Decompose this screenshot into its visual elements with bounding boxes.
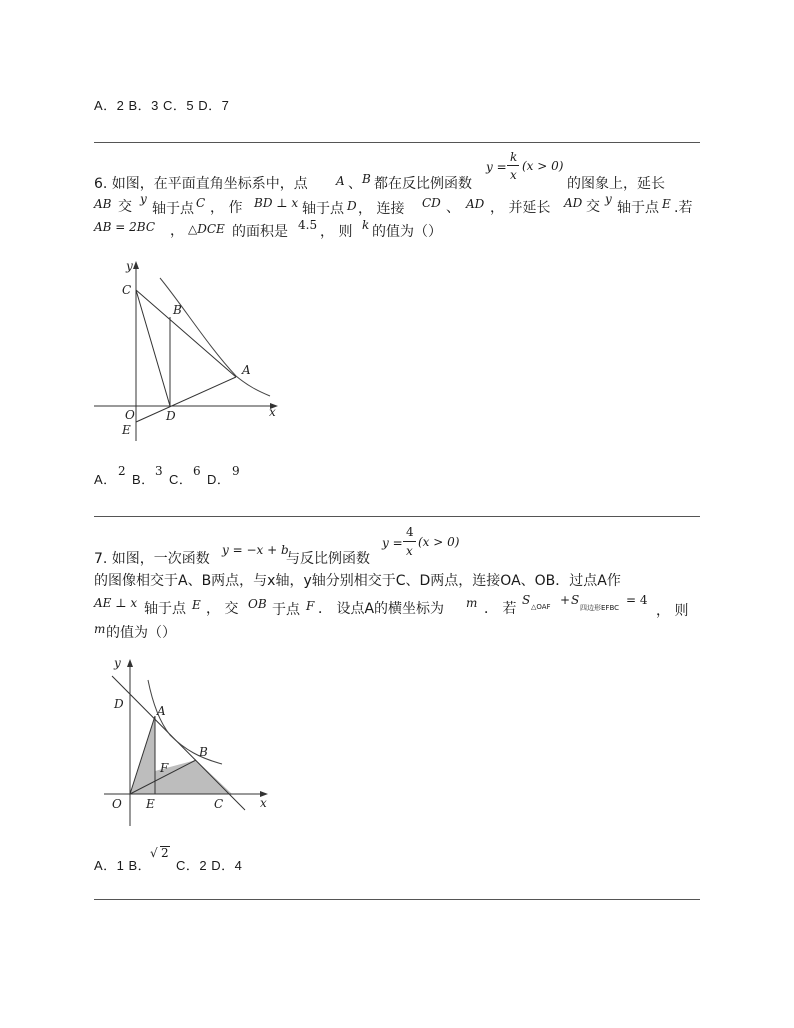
q6-line1 [94, 173, 308, 193]
q7-text: ， 交 [206, 601, 239, 617]
sqrt-symbol: √ [150, 846, 158, 860]
hyperbola-curve [160, 278, 270, 396]
label-b: B [173, 303, 182, 317]
option-a-b-label: A．1 B． [94, 858, 152, 873]
q6-text: 都在反比例函数 [374, 176, 472, 192]
q7-text: 于点 [272, 602, 300, 618]
seg-cd: CD [422, 196, 441, 210]
label-c: C [214, 797, 224, 811]
ae-perp-x: AE ⊥ x [94, 596, 138, 610]
divider-3 [94, 899, 700, 900]
q6-point-a: A [336, 174, 345, 188]
label-a: A [242, 363, 251, 377]
q6-text: 交 [586, 199, 600, 215]
option-b-label: B． [132, 472, 155, 487]
seg-ab: AB [94, 197, 112, 211]
area-s2: S [571, 593, 580, 607]
equals-four: = 4 [626, 593, 648, 607]
area-s2-sub: 四边形EFBC [580, 604, 620, 612]
seg-ad: AD [564, 196, 583, 210]
fraction-bar [507, 165, 519, 166]
q6-text: 的面积是 [232, 224, 288, 240]
formula-numerator: 4 [406, 525, 414, 539]
q6-text: 6. 如图，在平面直角坐标系中，点 [94, 176, 308, 192]
option-a-value: 2 [118, 464, 126, 478]
q6-figure [88, 256, 288, 446]
q6-text: 、 [348, 176, 362, 192]
point-e: E [192, 598, 201, 612]
q6-text: ， 作 [210, 200, 243, 216]
q6-text: .若 [674, 200, 693, 216]
line-cba [136, 290, 236, 377]
option-b-value: 3 [155, 464, 163, 478]
option-a-label: A． [94, 472, 117, 487]
sqrt-radicand: 2 [161, 846, 169, 860]
line-ade [136, 377, 236, 422]
label-o: O [112, 797, 122, 811]
point-e: E [662, 197, 671, 211]
var-k: k [362, 218, 370, 232]
hyperbola-curve [148, 680, 222, 764]
plus-sign: + [560, 593, 571, 607]
bd-perp-x: BD ⊥ x [254, 196, 299, 210]
segment-cd [136, 290, 170, 406]
q5-options: A．2 B．3 C．5 D．7 [94, 98, 230, 113]
formula-y: y = [382, 536, 403, 550]
option-c-value: 6 [193, 464, 201, 478]
var-m: m [94, 622, 106, 636]
q7-text: ． 若 [484, 601, 517, 617]
label-x: x [260, 796, 267, 810]
q6-text: 、 [446, 200, 460, 216]
option-c-label: C． [169, 472, 193, 487]
formula-y: y = [486, 160, 507, 174]
point-d: D [347, 199, 357, 213]
q7-text: 7. 如图，一次函数 [94, 551, 210, 567]
label-a: A [157, 704, 166, 718]
q6-text: ， 连接 [358, 201, 405, 217]
label-c: C [122, 283, 132, 297]
formula-numerator: k [510, 150, 518, 164]
divider-2 [94, 516, 700, 517]
ab-eq-2bc: AB = 2BC [94, 220, 156, 234]
var-y: y [140, 192, 147, 206]
q7-text: 与反比例函数 [286, 551, 370, 567]
label-e: E [122, 423, 131, 437]
linear-function: y = −x + b [222, 543, 289, 557]
y-axis-arrow-icon [127, 659, 133, 667]
formula-condition: (x > 0) [522, 159, 564, 173]
label-x: x [269, 405, 276, 419]
y-axis-arrow-icon [133, 261, 139, 269]
q6-text: 交 [118, 199, 132, 215]
area-value: 4.5 [298, 218, 318, 232]
var-m: m [466, 596, 478, 610]
area-s1-sub: △OAF [531, 603, 551, 611]
q6-text: 的图象上，延长 [567, 176, 665, 192]
q6-text: ， 则 [320, 224, 353, 240]
label-e: E [146, 797, 155, 811]
area-s1: S [522, 593, 531, 607]
option-d-label: D． [207, 472, 231, 487]
formula-condition: (x > 0) [418, 535, 460, 549]
seg-ob: OB [248, 597, 267, 611]
option-d-value: 9 [232, 464, 240, 478]
var-y: y [605, 192, 612, 206]
q7-text: ， 则 [656, 603, 689, 619]
label-b: B [199, 745, 208, 759]
option-c-d-label: C．2 D．4 [176, 858, 243, 873]
label-d: D [114, 697, 124, 711]
q6-text: 的值为（） [372, 224, 442, 240]
q6-text: 轴于点 [617, 200, 659, 216]
q7-line2: 的图像相交于A、B两点，与x轴，y轴分别相交于C、D两点，连接OA、OB．过点A作 [94, 573, 621, 589]
label-d: D [166, 409, 176, 423]
point-c: C [196, 196, 206, 210]
q7-text: 的值为（） [106, 625, 176, 641]
formula-denominator: x [510, 168, 517, 182]
label-y: y [126, 259, 133, 273]
seg-ad: AD [466, 197, 485, 211]
q7-text: 轴于点 [144, 601, 186, 617]
triangle-dce: △DCE [188, 222, 225, 236]
formula-denominator: x [406, 544, 413, 558]
q6-point-b: B [362, 172, 371, 186]
fraction-bar [403, 541, 416, 542]
label-f: F [160, 761, 169, 775]
label-o: O [125, 408, 135, 422]
point-f: F [306, 599, 315, 613]
q7-figure [100, 650, 280, 830]
q6-text: 轴于点 [152, 201, 194, 217]
q6-text: ， [170, 223, 184, 239]
q6-text: ， 并延长 [490, 200, 551, 216]
label-y: y [114, 656, 121, 670]
q6-text: 轴于点 [302, 201, 344, 217]
q7-text: ． 设点A的横坐标为 [318, 601, 445, 617]
divider-1 [94, 142, 700, 143]
